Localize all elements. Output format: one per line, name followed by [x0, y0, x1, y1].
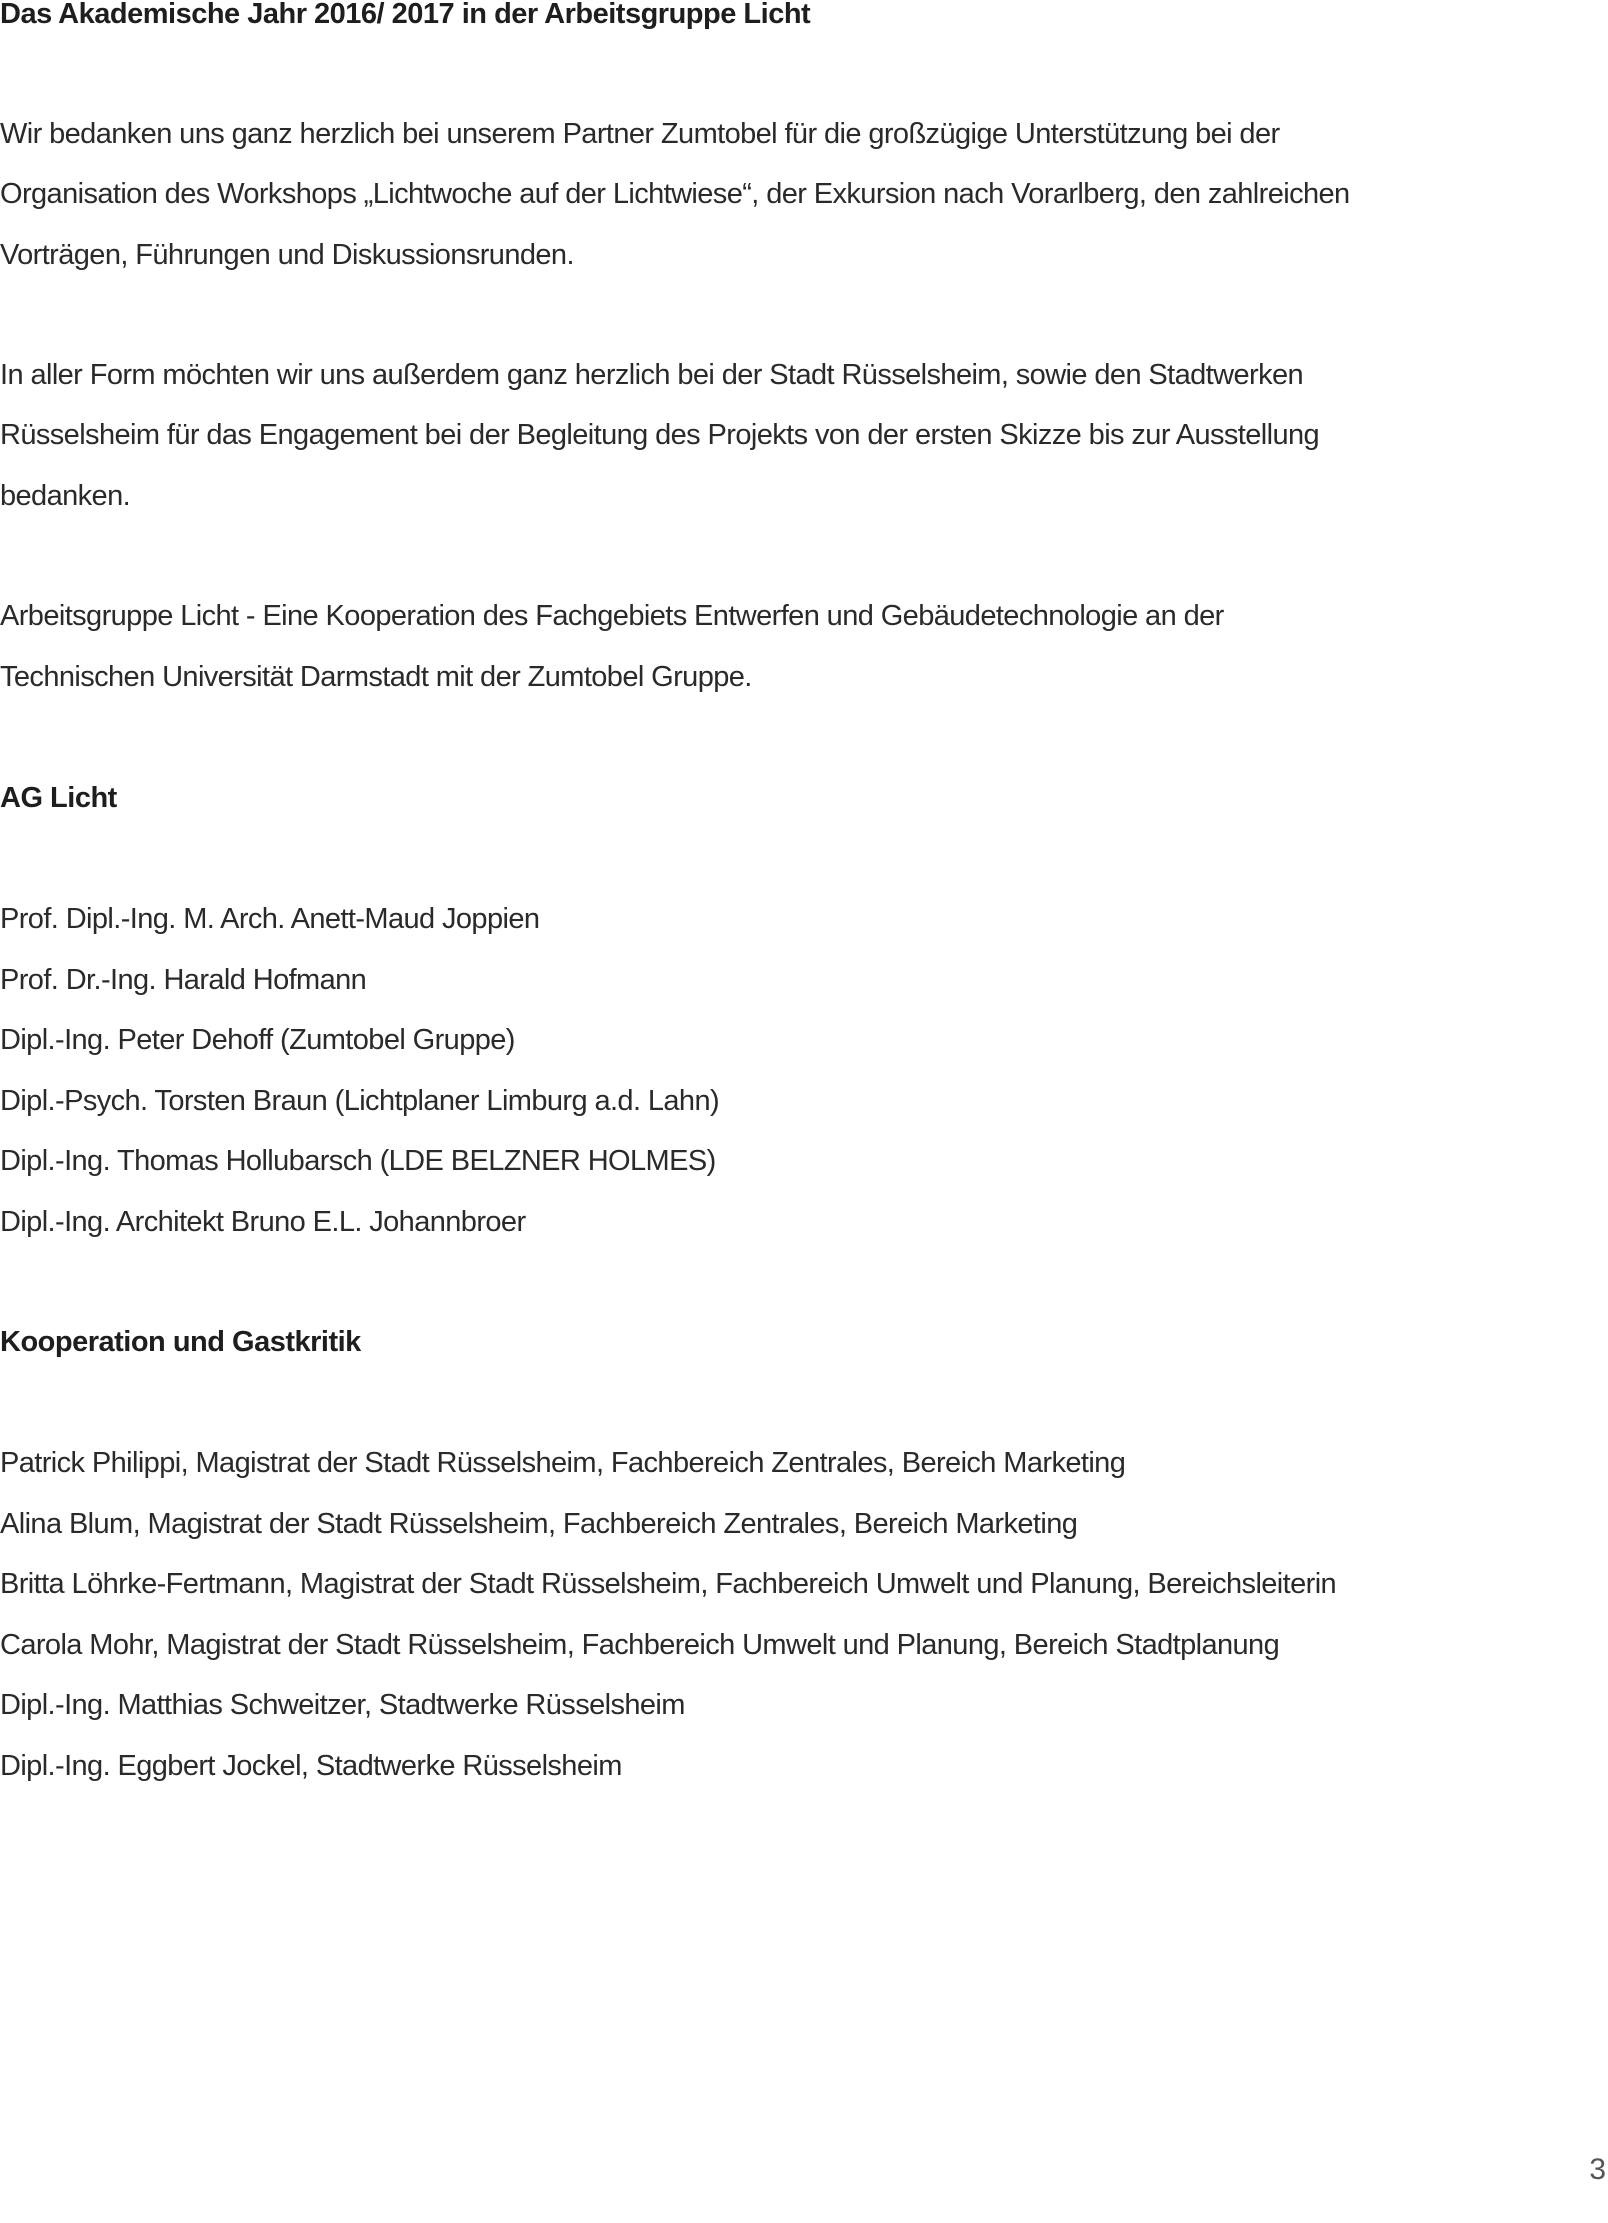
paragraph-line: In aller Form möchten wir uns außerdem ganz herzlich bei der Stadt Rüsselsheim, sowie den Stadtwerken — [0, 359, 1304, 391]
list-item: Alina Blum, Magistrat der Stadt Rüsselsheim, Fachbereich Zentrales, Bereich Marketing — [0, 1508, 1078, 1540]
paragraph-line: Technischen Universität Darmstadt mit der Zumtobel Gruppe. — [0, 661, 752, 693]
list-item: Prof. Dr.-Ing. Harald Hofmann — [0, 964, 367, 996]
paragraph-line: Rüsselsheim für das Engagement bei der Begleitung des Projekts von der ersten Skizze bis zur Ausstellung — [0, 419, 1320, 451]
list-item: Dipl.-Psych. Torsten Braun (Lichtplaner Limburg a.d. Lahn) — [0, 1085, 720, 1117]
kooperation-heading: Kooperation und Gastkritik — [0, 1326, 361, 1358]
list-item: Dipl.-Ing. Peter Dehoff (Zumtobel Gruppe) — [0, 1024, 515, 1056]
list-item: Dipl.-Ing. Architekt Bruno E.L. Johannbroer — [0, 1206, 526, 1238]
page-number: 3 — [1589, 2153, 1606, 2186]
ag-licht-heading: AG Licht — [0, 782, 117, 814]
list-item: Patrick Philippi, Magistrat der Stadt Rüsselsheim, Fachbereich Zentrales, Bereich Marketing — [0, 1447, 1126, 1479]
paragraph-line: Wir bedanken uns ganz herzlich bei unserem Partner Zumtobel für die großzügige Unterstützung bei der — [0, 118, 1280, 150]
paragraph-line: Arbeitsgruppe Licht - Eine Kooperation des Fachgebiets Entwerfen und Gebäudetechnologie an der — [0, 600, 1224, 632]
paragraph-line: Organisation des Workshops „Lichtwoche auf der Lichtwiese“, der Exkursion nach Vorarlberg, den zahlreichen — [0, 178, 1350, 210]
list-item: Carola Mohr, Magistrat der Stadt Rüsselsheim, Fachbereich Umwelt und Planung, Bereich Stadtplanung — [0, 1629, 1280, 1661]
list-item: Dipl.-Ing. Thomas Hollubarsch (LDE BELZNER HOLMES) — [0, 1145, 716, 1177]
list-item: Prof. Dipl.-Ing. M. Arch. Anett-Maud Joppien — [0, 903, 540, 935]
paragraph-line: Vorträgen, Führungen und Diskussionsrunden. — [0, 239, 574, 271]
list-item: Britta Löhrke-Fertmann, Magistrat der Stadt Rüsselsheim, Fachbereich Umwelt und Planung, Bereichsleiterin — [0, 1568, 1337, 1600]
paragraph-line: bedanken. — [0, 480, 131, 512]
page-title: Das Akademische Jahr 2016/ 2017 in der Arbeitsgruppe Licht — [0, 0, 811, 30]
list-item: Dipl.-Ing. Matthias Schweitzer, Stadtwerke Rüsselsheim — [0, 1689, 685, 1721]
list-item: Dipl.-Ing. Eggbert Jockel, Stadtwerke Rüsselsheim — [0, 1750, 622, 1782]
